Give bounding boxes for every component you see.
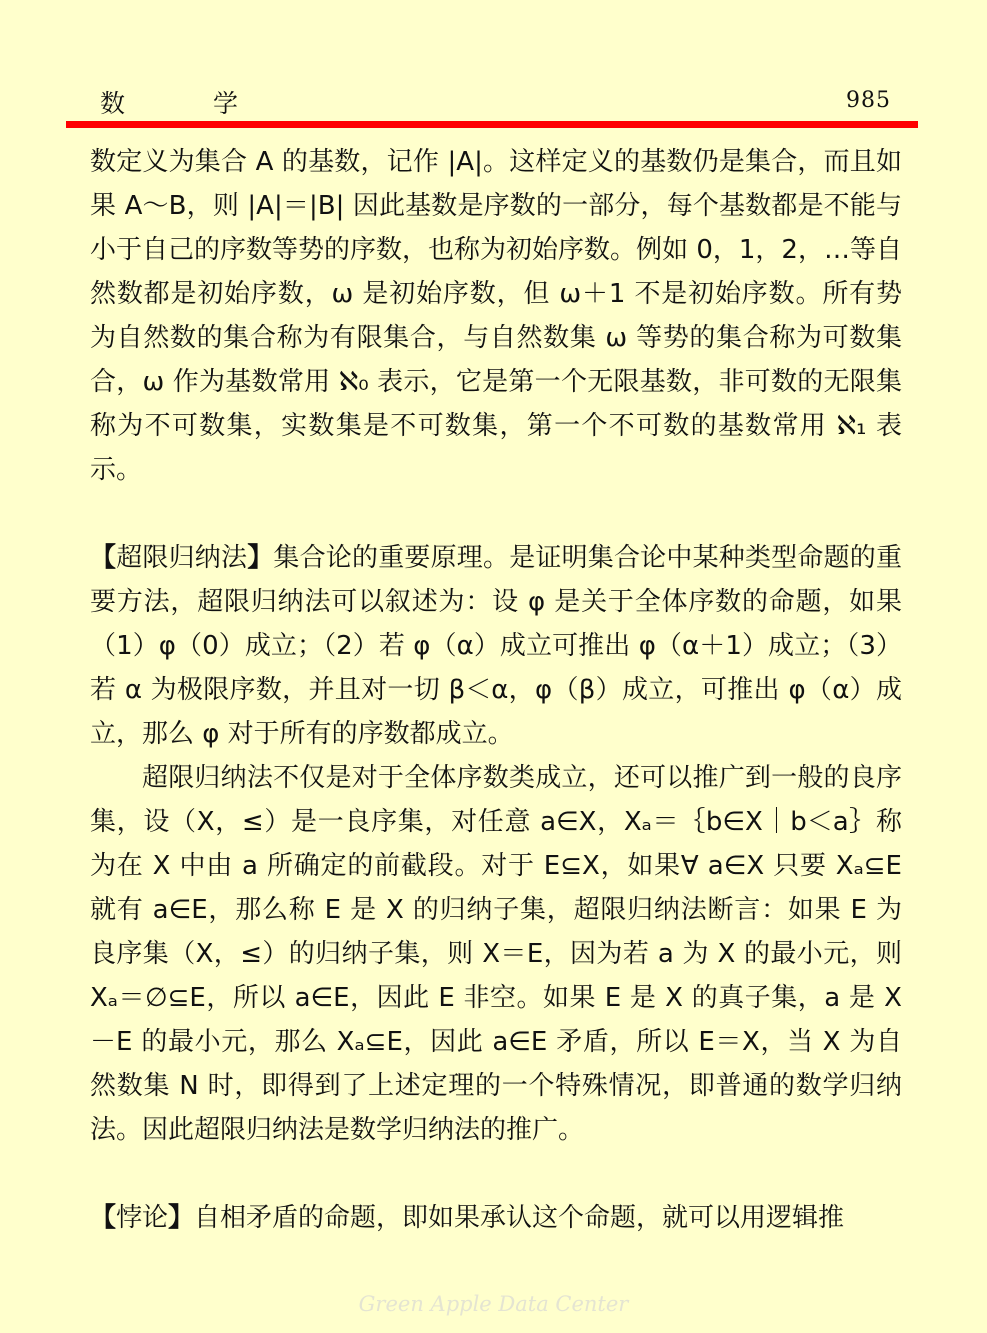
- watermark: Green Apple Data Center: [358, 1292, 629, 1316]
- intro-paragraph: 数定义为集合 A 的基数，记作 |A|。这样定义的基数仍是集合，而且如果 A～B，则 |A|＝|B| 因此基数是序数的一部分，每个基数都是不能与小于自己的序数等势的序数，也称为初始序数。例如 0，1，2，…等自然数都是初始序数，ω 是初始序数，但 ω＋1 不是初始序数。所有势为自然数的集合称为有限集合，与自然数集 ω 等势的集合称为可数集合，ω 作为基数常用 ℵ₀ 表示，它是第一个无限基数，非可数的无限集称为不可数集，实数集是不可数集，第一个不可数的基数常用 ℵ₁ 表示。: [90, 147, 902, 485]
- page-header: [90, 80, 891, 120]
- term-bracket-close: 】: [168, 1203, 195, 1233]
- page-content: [90, 140, 902, 1240]
- entry-paradox: [90, 1196, 902, 1240]
- entry-transfinite-induction-body: 集合论的重要原理。是证明集合论中某种类型命题的重要方法，超限归纳法可以叙述为：设 φ 是关于全体序数的命题，如果（1）φ（0）成立；（2）若 φ（α）成立可推出 φ（α＋1）成立；（3）若 α 为极限序数，并且对一切 β＜α，φ（β）成立，可推出 φ（α）成立，那么 φ 对于所有的序数都成立。: [90, 543, 902, 749]
- header-rule: [66, 121, 918, 128]
- term-transfinite-induction: 超限归纳法: [116, 543, 248, 573]
- section-gap: [90, 1152, 902, 1196]
- term-paradox: 悖论: [116, 1203, 169, 1233]
- header-title: 数 学: [100, 89, 278, 118]
- entry-transfinite-induction-continuation: 超限归纳法不仅是对于全体序数类成立，还可以推广到一般的良序集，设（X，≤）是一良序集，对任意 a∈X，Xₐ＝｛b∈X｜b＜a｝称为在 X 中由 a 所确定的前截段。对于 E⊆X，如果∀ a∈X 只要 Xₐ⊆E 就有 a∈E，那么称 E 是 X 的归纳子集，超限归纳法断言：如果 E 为良序集（X，≤）的归纳子集，则 X＝E，因为若 a 为 X 的最小元，则 Xₐ＝∅⊆E，所以 a∈E，因此 E 非空。如果 E 是 X 的真子集，a 是 X－E 的最小元，那么 Xₐ⊆E，因此 a∈E 矛盾，所以 E＝X，当 X 为自然数集 N 时，即得到了上述定理的一个特殊情况，即普通的数学归纳法。因此超限归纳法是数学归纳法的推广。: [90, 763, 902, 1145]
- term-bracket-close: 】: [247, 543, 274, 573]
- term-bracket-open: 【: [90, 543, 117, 573]
- entry-paradox-body: 自相矛盾的命题，即如果承认这个命题，就可以用逻辑推: [194, 1203, 845, 1233]
- section-gap: [90, 492, 902, 536]
- term-bracket-open: 【: [90, 1203, 117, 1233]
- page-number: 985: [846, 88, 891, 113]
- entry-transfinite-induction: [90, 536, 902, 756]
